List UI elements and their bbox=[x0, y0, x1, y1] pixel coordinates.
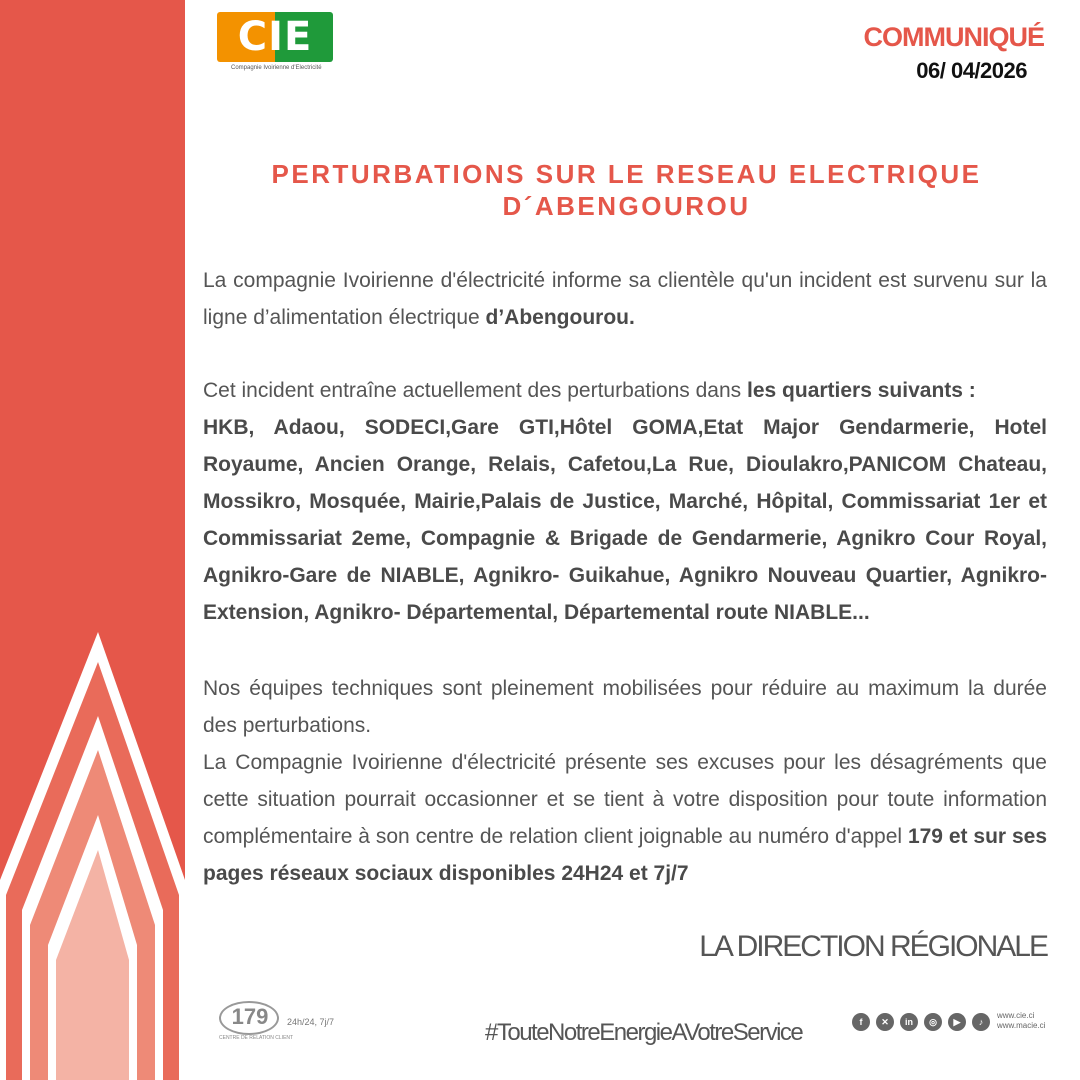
service-hours: 24h/24, 7j/7 bbox=[287, 1017, 335, 1027]
call-center-label: CENTRE DE RELATION CLIENT bbox=[219, 1035, 294, 1041]
tiktok-icon[interactable]: ♪ bbox=[972, 1013, 990, 1031]
youtube-icon[interactable]: ▶ bbox=[948, 1013, 966, 1031]
logo-subtitle: Compagnie Ivoirienne d'Electricité bbox=[231, 65, 322, 71]
website-link-cie[interactable]: www.cie.ci bbox=[997, 1011, 1035, 1020]
apology-line-2-text: La Compagnie Ivoirienne d'électricité présente ses excuses pour les désagréments que cette situation pourrait occasionner et se tient à votre disposition pour toute information complémentaire à son centre de relation client joignable au numéro d'appel bbox=[203, 751, 1047, 848]
announcement-title bbox=[205, 158, 1048, 222]
call-center-number: 179 bbox=[231, 1004, 269, 1029]
apology-line-1: Nos équipes techniques sont pleinement mobilisées pour réduire au maximum la durée des perturbations. bbox=[203, 677, 1047, 737]
instagram-icon[interactable]: ◎ bbox=[924, 1013, 942, 1031]
affected-areas-list-text: HKB, Adaou, SODECI,Gare GTI,Hôtel GOMA,Etat Major Gendarmerie, Hotel Royaume, Ancien Orange, Relais, Cafetou,La Rue, Dioulakro,PANICOM Chateau, Mossikro, Mosquée, Mairie,Palais de Justice, Marché, Hôpital, Commissariat 1er et Commissariat 2eme, Compagnie & Brigade de Gendarmerie, Agnikro Cour Royal, Agnikro-Gare de NIABLE, Agnikro- Guikahue, Agnikro Nouveau Quartier, Agnikro-Extension, Agnikro- Départemental, Départemental route NIABLE... bbox=[203, 416, 1047, 624]
paragraph-apology bbox=[203, 670, 1047, 892]
communique-date: 06/ 04/2026 bbox=[916, 58, 1027, 83]
affected-areas-intro-text: Cet incident entraîne actuellement des perturbations dans bbox=[203, 379, 748, 402]
hashtag: #TouteNotreEnergieAVotreService bbox=[485, 1019, 803, 1046]
paragraph-incident bbox=[203, 262, 1047, 336]
paragraph-incident-location: d’Abengourou. bbox=[485, 306, 635, 329]
affected-areas-intro bbox=[203, 372, 1047, 409]
logo-mark bbox=[217, 12, 333, 62]
paragraph-incident-text: La compagnie Ivoirienne d'électricité informe sa clientèle qu'un incident est survenu sur la ligne d’alimentation électrique bbox=[203, 269, 1047, 329]
chevron-decoration bbox=[0, 0, 185, 1080]
facebook-icon[interactable]: f bbox=[852, 1013, 870, 1031]
cie-logo bbox=[217, 12, 335, 74]
title-line-2: D´ABENGOUROU bbox=[502, 191, 751, 221]
apology-line-2 bbox=[203, 744, 1047, 892]
paragraph-affected-areas bbox=[203, 372, 1047, 631]
call-center-badge bbox=[219, 997, 294, 1043]
linkedin-icon[interactable]: in bbox=[900, 1013, 918, 1031]
signature: LA DIRECTION RÉGIONALE bbox=[699, 930, 1047, 963]
affected-areas-label: les quartiers suivants : bbox=[747, 379, 976, 402]
website-links bbox=[997, 1011, 1045, 1031]
affected-areas-list bbox=[203, 409, 1047, 631]
title-line-1: PERTURBATIONS SUR LE RESEAU ELECTRIQUE bbox=[271, 159, 982, 189]
x-icon[interactable]: ✕ bbox=[876, 1013, 894, 1031]
apology-contact-info: 179 et sur ses pages réseaux sociaux disponibles 24H24 et 7j/7 bbox=[203, 825, 1047, 885]
logo-text: CIE bbox=[237, 14, 313, 60]
website-link-macie[interactable]: www.macie.ci bbox=[997, 1021, 1046, 1030]
communique-label: COMMUNIQUÉ bbox=[863, 22, 1044, 52]
